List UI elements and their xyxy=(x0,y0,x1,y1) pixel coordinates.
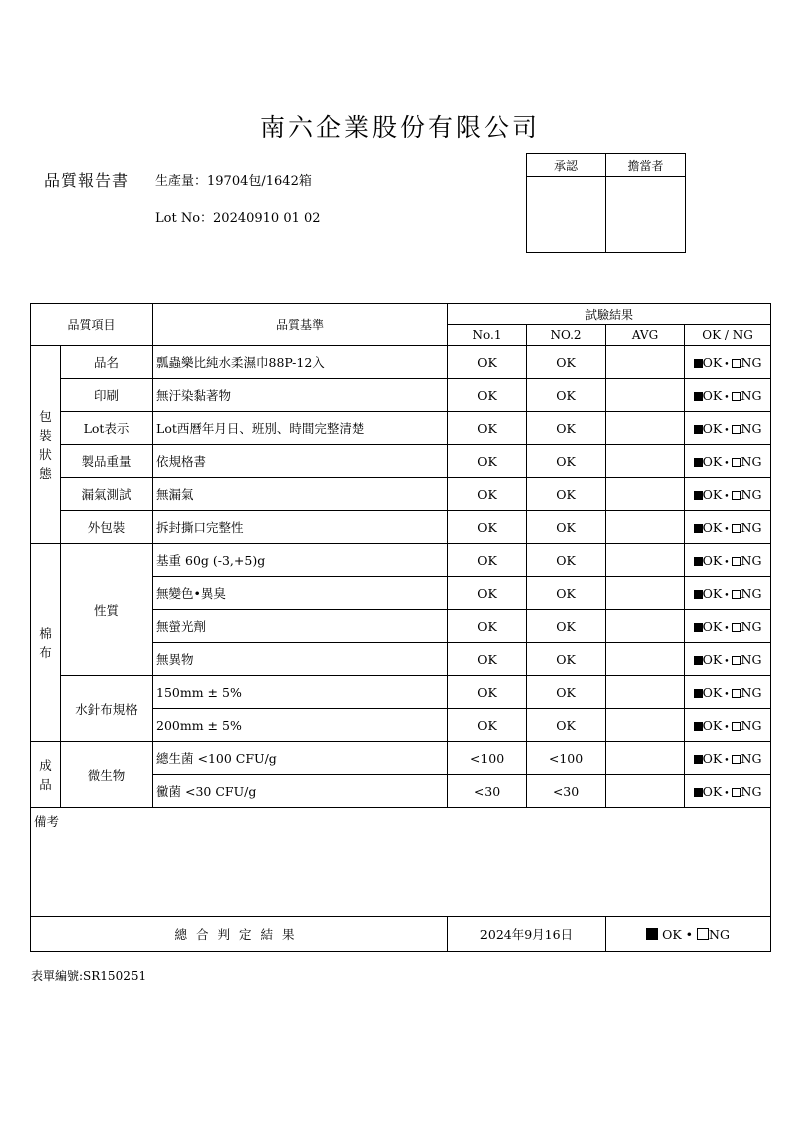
ng-label: NG xyxy=(740,387,762,403)
ng-checkbox-unchecked xyxy=(732,689,741,698)
subgroup-property: 性質 xyxy=(61,544,153,676)
ng-label: NG xyxy=(740,453,762,469)
no2-cell: OK xyxy=(527,379,606,412)
no2-header: NO.2 xyxy=(527,325,606,346)
no1-cell: OK xyxy=(448,610,527,643)
okng-cell xyxy=(685,610,771,643)
standard-cell: 無異物 xyxy=(153,643,448,676)
standard-cell: 總生菌 <100 CFU/g xyxy=(153,742,448,775)
ok-label: OK xyxy=(702,552,723,568)
ng-checkbox-unchecked xyxy=(732,458,741,467)
no1-cell: OK xyxy=(448,412,527,445)
avg-cell xyxy=(606,346,685,379)
avg-cell xyxy=(606,544,685,577)
production-label: 生產量： xyxy=(155,174,208,189)
okng-cell xyxy=(685,742,771,775)
ok-checkbox-checked xyxy=(694,425,703,434)
approval-signature-cell xyxy=(527,177,606,253)
standard-cell: 無漏氣 xyxy=(153,478,448,511)
ok-checkbox-checked xyxy=(694,458,703,467)
ng-checkbox-unchecked xyxy=(732,425,741,434)
no1-cell: OK xyxy=(448,511,527,544)
ok-checkbox-checked xyxy=(694,755,703,764)
okng-cell xyxy=(685,511,771,544)
separator-dot: • xyxy=(724,524,730,535)
okng-cell xyxy=(685,379,771,412)
ng-label: NG xyxy=(740,354,762,370)
no2-cell: OK xyxy=(527,478,606,511)
lot-number xyxy=(155,207,321,226)
no1-cell: OK xyxy=(448,445,527,478)
ng-label: NG xyxy=(740,519,762,535)
overall-result-status xyxy=(606,917,771,952)
ok-label: OK xyxy=(702,585,723,601)
ok-checkbox-checked xyxy=(694,524,703,533)
no2-cell: <100 xyxy=(527,742,606,775)
group-finished-label: 成 品 xyxy=(39,757,52,792)
standard-cell: 依規格書 xyxy=(153,445,448,478)
company-name: 南六企業股份有限公司 xyxy=(259,113,540,142)
okng-header: OK / NG xyxy=(685,325,771,346)
lot-label: Lot No： xyxy=(155,211,214,226)
separator-dot: • xyxy=(724,656,730,667)
okng-cell xyxy=(685,643,771,676)
standard-cell: 拆封撕口完整性 xyxy=(153,511,448,544)
group-cotton-label: 棉 布 xyxy=(39,625,52,660)
no1-cell: OK xyxy=(448,709,527,742)
no1-cell: OK xyxy=(448,478,527,511)
group-finished xyxy=(31,742,61,808)
ng-label: NG xyxy=(740,783,762,799)
no1-cell: <100 xyxy=(448,742,527,775)
okng-cell xyxy=(685,346,771,379)
person-in-charge-signature-cell xyxy=(606,177,686,253)
ng-label: NG xyxy=(740,552,762,568)
overall-result-date: 2024年9月16日 xyxy=(448,917,606,952)
okng-cell xyxy=(685,775,771,808)
item-cell: 漏氣測試 xyxy=(61,478,153,511)
no2-cell: OK xyxy=(527,445,606,478)
ok-label: OK xyxy=(702,420,723,436)
person-in-charge-header: 擔當者 xyxy=(606,154,686,177)
ng-checkbox-unchecked xyxy=(732,524,741,533)
ok-label: OK xyxy=(702,453,723,469)
quality-standard-header: 品質基準 xyxy=(153,304,448,346)
ok-checkbox-checked xyxy=(694,656,703,665)
ng-checkbox-unchecked xyxy=(732,722,741,731)
ok-checkbox-checked xyxy=(694,623,703,632)
production-value: 19704包/1642箱 xyxy=(207,174,312,189)
ng-checkbox-unchecked xyxy=(732,623,741,632)
ok-checkbox-checked xyxy=(694,491,703,500)
group-cotton xyxy=(31,544,61,742)
avg-cell xyxy=(606,709,685,742)
item-cell: Lot表示 xyxy=(61,412,153,445)
separator-dot: • xyxy=(724,755,730,766)
no2-cell: <30 xyxy=(527,775,606,808)
standard-cell: 基重 60g (-3,+5)g xyxy=(153,544,448,577)
avg-cell xyxy=(606,379,685,412)
ng-label: NG xyxy=(740,717,762,733)
ng-label: NG xyxy=(740,486,762,502)
standard-cell: 無變色•異臭 xyxy=(153,577,448,610)
ng-label: NG xyxy=(740,420,762,436)
ng-label: NG xyxy=(740,651,762,667)
ng-label: NG xyxy=(740,750,762,766)
separator-dot: • xyxy=(724,722,730,733)
ok-checkbox-checked xyxy=(694,557,703,566)
test-results-header: 試驗結果 xyxy=(448,304,771,325)
standard-cell: 黴菌 <30 CFU/g xyxy=(153,775,448,808)
no1-cell: OK xyxy=(448,676,527,709)
no2-cell: OK xyxy=(527,577,606,610)
separator-dot: • xyxy=(724,425,730,436)
avg-cell xyxy=(606,742,685,775)
approval-header: 承認 xyxy=(527,154,606,177)
no2-cell: OK xyxy=(527,610,606,643)
ok-checkbox-checked xyxy=(694,590,703,599)
standard-cell: Lot西曆年月日、班別、時間完整清楚 xyxy=(153,412,448,445)
item-cell: 製品重量 xyxy=(61,445,153,478)
remarks-label: 備考 xyxy=(34,814,60,829)
ok-label: OK xyxy=(702,717,723,733)
separator-dot: • xyxy=(724,359,730,370)
ok-label: OK xyxy=(702,618,723,634)
overall-ok-label: OK xyxy=(662,926,682,942)
separator-dot: • xyxy=(724,458,730,469)
separator-dot: • xyxy=(724,557,730,568)
ok-checkbox-checked xyxy=(694,359,703,368)
item-cell: 品名 xyxy=(61,346,153,379)
avg-cell xyxy=(606,577,685,610)
ok-checkbox-checked xyxy=(694,392,703,401)
lot-value: 20240910 01 02 xyxy=(213,211,321,226)
no1-header: No.1 xyxy=(448,325,527,346)
ok-checkbox-checked xyxy=(694,689,703,698)
ok-checkbox-checked xyxy=(694,788,703,797)
form-number: 表單編號:SR150251 xyxy=(31,969,147,983)
avg-cell xyxy=(606,478,685,511)
ng-checkbox-unchecked xyxy=(732,590,741,599)
no2-cell: OK xyxy=(527,511,606,544)
ok-label: OK xyxy=(702,783,723,799)
overall-result-label: 總合判定結果 xyxy=(31,917,448,952)
item-cell: 印刷 xyxy=(61,379,153,412)
ok-label: OK xyxy=(702,519,723,535)
no1-cell: OK xyxy=(448,379,527,412)
production-quantity xyxy=(155,170,312,189)
ng-checkbox-unchecked xyxy=(732,788,741,797)
no1-cell: OK xyxy=(448,346,527,379)
separator-dot: • xyxy=(724,392,730,403)
no1-cell: OK xyxy=(448,544,527,577)
ng-label: NG xyxy=(740,684,762,700)
ng-checkbox-unchecked xyxy=(732,491,741,500)
overall-ok-checkbox-checked xyxy=(646,928,658,940)
quality-item-header: 品質項目 xyxy=(31,304,153,346)
avg-header: AVG xyxy=(606,325,685,346)
separator-dot: • xyxy=(685,926,694,942)
overall-ng-checkbox-unchecked xyxy=(697,928,709,940)
group-packaging-label: 包 裝 狀 態 xyxy=(39,408,52,481)
separator-dot: • xyxy=(724,590,730,601)
ng-checkbox-unchecked xyxy=(732,755,741,764)
standard-cell: 150mm ± 5% xyxy=(153,676,448,709)
standard-cell: 200mm ± 5% xyxy=(153,709,448,742)
okng-cell xyxy=(685,709,771,742)
okng-cell xyxy=(685,412,771,445)
item-cell: 外包裝 xyxy=(61,511,153,544)
ok-label: OK xyxy=(702,354,723,370)
okng-cell xyxy=(685,445,771,478)
standard-cell: 瓢蟲樂比純水柔濕巾88P-12入 xyxy=(153,346,448,379)
ok-label: OK xyxy=(702,750,723,766)
okng-cell xyxy=(685,577,771,610)
ok-label: OK xyxy=(702,684,723,700)
okng-cell xyxy=(685,544,771,577)
approval-box xyxy=(526,153,686,253)
avg-cell xyxy=(606,412,685,445)
ng-checkbox-unchecked xyxy=(732,557,741,566)
avg-cell xyxy=(606,775,685,808)
no1-cell: OK xyxy=(448,643,527,676)
okng-cell xyxy=(685,676,771,709)
standard-cell: 無螢光劑 xyxy=(153,610,448,643)
avg-cell xyxy=(606,445,685,478)
ok-label: OK xyxy=(702,486,723,502)
separator-dot: • xyxy=(724,689,730,700)
separator-dot: • xyxy=(724,788,730,799)
subgroup-microbe: 微生物 xyxy=(61,742,153,808)
no1-cell: OK xyxy=(448,577,527,610)
ng-label: NG xyxy=(740,618,762,634)
ng-checkbox-unchecked xyxy=(732,392,741,401)
ng-checkbox-unchecked xyxy=(732,359,741,368)
no1-cell: <30 xyxy=(448,775,527,808)
avg-cell xyxy=(606,643,685,676)
ok-label: OK xyxy=(702,651,723,667)
no2-cell: OK xyxy=(527,544,606,577)
avg-cell xyxy=(606,511,685,544)
ng-checkbox-unchecked xyxy=(732,656,741,665)
okng-cell xyxy=(685,478,771,511)
standard-cell: 無汙染黏著物 xyxy=(153,379,448,412)
overall-ng-label: NG xyxy=(709,926,730,942)
avg-cell xyxy=(606,610,685,643)
no2-cell: OK xyxy=(527,709,606,742)
ok-checkbox-checked xyxy=(694,722,703,731)
group-packaging xyxy=(31,346,61,544)
no2-cell: OK xyxy=(527,676,606,709)
remarks-area xyxy=(31,808,771,917)
ng-label: NG xyxy=(740,585,762,601)
ok-label: OK xyxy=(702,387,723,403)
avg-cell xyxy=(606,676,685,709)
no2-cell: OK xyxy=(527,412,606,445)
separator-dot: • xyxy=(724,491,730,502)
separator-dot: • xyxy=(724,623,730,634)
report-title: 品質報告書 xyxy=(44,171,130,190)
subgroup-spunlace-spec: 水針布規格 xyxy=(61,676,153,742)
no2-cell: OK xyxy=(527,643,606,676)
quality-table xyxy=(30,303,771,952)
no2-cell: OK xyxy=(527,346,606,379)
